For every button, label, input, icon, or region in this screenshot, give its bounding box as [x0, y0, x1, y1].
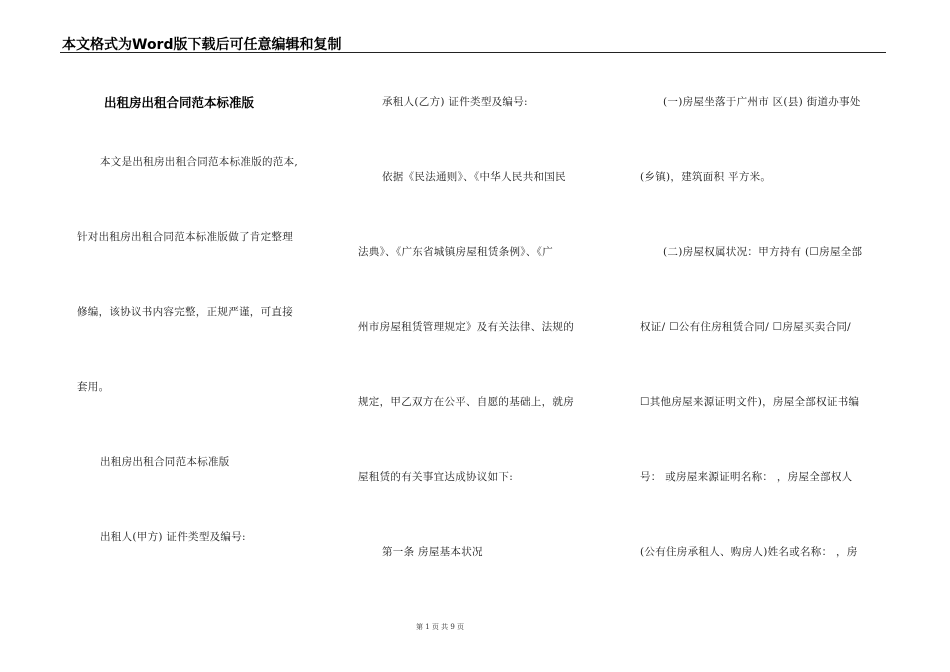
col3-line-2: (乡镇)，建筑面积 平方米。: [640, 171, 772, 183]
col2-line-2: 依据《民法通则》、《中华人民共和国民: [382, 171, 566, 183]
col2-line-4: 州市房屋租赁管理规定》及有关法律、法规的: [358, 321, 574, 333]
col3-line-4: 权证/ ☐公有住房租赁合同/ ☐房屋买卖合同/: [640, 321, 852, 333]
col1-line-5: 出租房出租合同范本标准版: [100, 456, 230, 468]
col1-line-4: 套用。: [77, 381, 110, 393]
col3-line-7: (公有住房承租人、购房人)姓名或名称： ，房: [640, 546, 858, 558]
col1-line-3: 修编，该协议书内容完整，正规严谨，可直接: [77, 306, 293, 318]
col3-line-6: 号： 或房屋来源证明名称： ，房屋全部权人: [640, 471, 853, 483]
col2-line-1: 承租人(乙方) 证件类型及编号:: [382, 96, 528, 108]
col3-line-3: (二)房屋权属状况：甲方持有 (☐房屋全部: [663, 246, 863, 258]
col2-line-5: 规定，甲乙双方在公平、自愿的基础上，就房: [358, 396, 574, 408]
document-title: 出租房出租合同范本标准版: [104, 95, 255, 110]
col2-section-heading: 第一条 房屋基本状况: [382, 546, 483, 558]
col2-line-6: 屋租赁的有关事宜达成协议如下:: [358, 471, 514, 483]
page-indicator: 第 1 页 共 9 页: [415, 623, 465, 631]
col2-line-3: 法典》、《广东省城镇房屋租赁条例》、《广: [358, 246, 553, 258]
col1-line-1: 本文是出租房出租合同范本标准版的范本,: [100, 156, 299, 168]
col3-line-1: (一)房屋坐落于广州市 区(县) 街道办事处: [663, 96, 861, 108]
col1-line-2: 针对出租房出租合同范本标准版做了肯定整理: [77, 231, 293, 243]
header-rule: [60, 52, 886, 53]
col1-line-6: 出租人(甲方) 证件类型及编号:: [100, 531, 246, 543]
col3-line-5: ☐其他房屋来源证明文件)，房屋全部权证书编: [640, 396, 860, 408]
download-banner: 本文格式为Word版下载后可任意编辑和复制: [62, 37, 342, 53]
